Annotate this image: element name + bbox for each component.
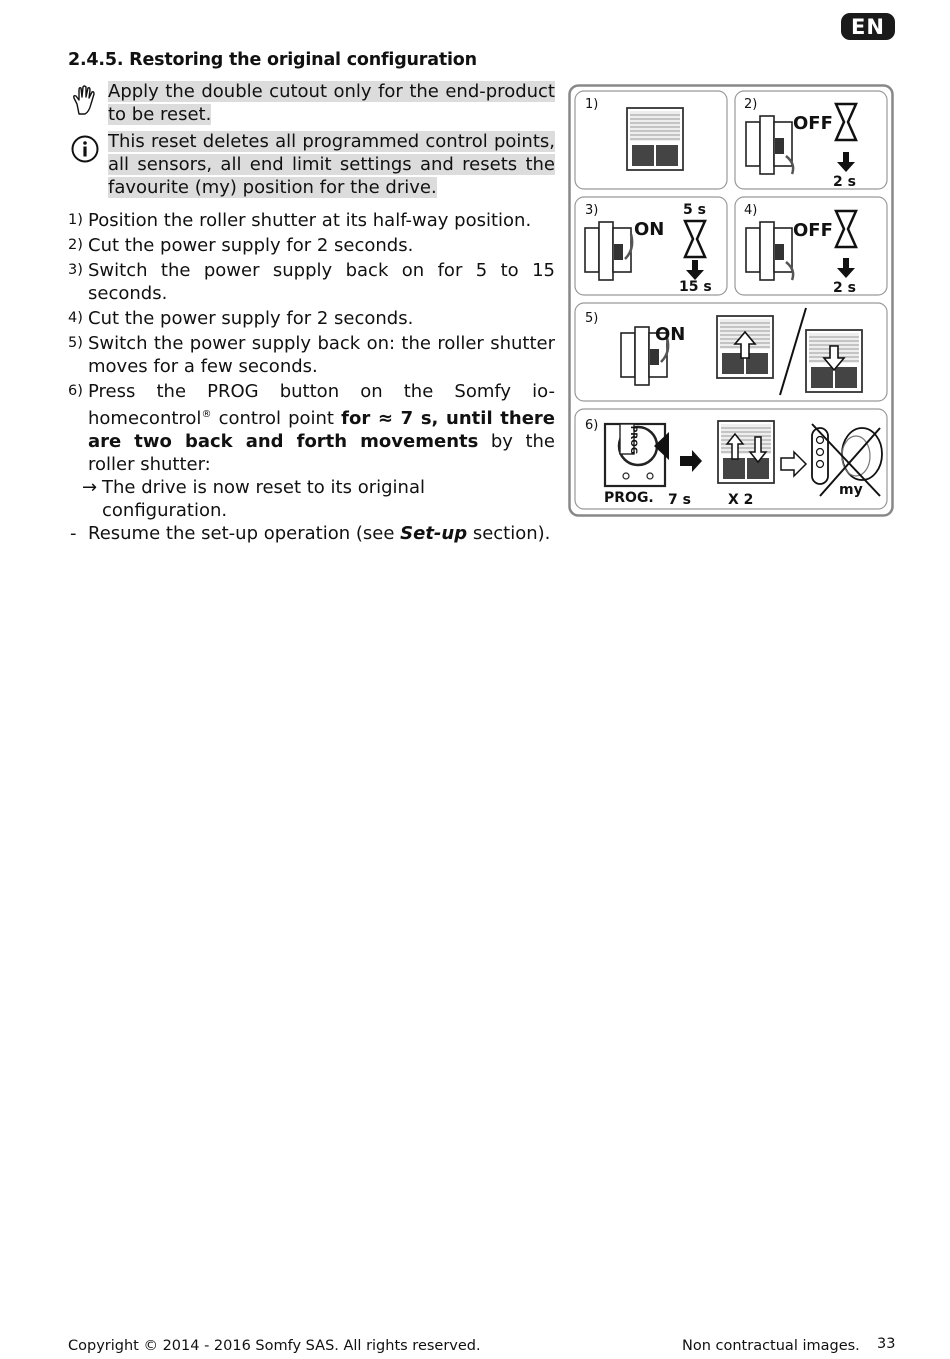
prog-label: PROG.: [604, 490, 654, 506]
repeat-label: X 2: [728, 492, 754, 508]
page-number: 33: [877, 1336, 896, 1352]
result-text: The drive is now reset to its original configuration.: [102, 477, 425, 521]
step-text: Switch the power supply back on for 5 to 15 seconds.: [88, 260, 555, 304]
figure-panel-1: [575, 91, 727, 189]
arrow-right-icon: →: [82, 477, 98, 498]
step-2: [68, 234, 555, 257]
panel-label: 2): [744, 97, 758, 112]
step-text: Position the roller shutter at its half-way position.: [88, 210, 532, 231]
step-text: Cut the power supply for 2 seconds.: [88, 308, 414, 329]
step-number: 1): [68, 212, 83, 228]
figure-panel-3: [575, 197, 727, 295]
step-text: Switch the power supply back on: the roller shutter moves for a few seconds.: [88, 333, 555, 377]
duration-label: 15 s: [679, 279, 712, 295]
step-text: Press the PROG button on the Somfy io-homecontrol: [88, 381, 555, 429]
on-label: ON: [655, 324, 686, 345]
step-3: [68, 259, 555, 305]
step-number: 4): [68, 310, 83, 326]
info-icon: [70, 134, 102, 166]
svg-text:PROG: PROG: [628, 425, 638, 455]
section-title: 2.4.5. Restoring the original configuration: [68, 50, 477, 70]
panel-label: 1): [585, 97, 599, 112]
duration-label: 5 s: [683, 202, 706, 218]
result-line: [68, 476, 555, 522]
circuit-breaker-icon: [585, 222, 631, 280]
resume-text: Resume the set-up operation (see: [88, 523, 401, 544]
panel-label: 4): [744, 203, 758, 218]
duration-label: 7 s: [668, 492, 691, 508]
control-point-prog-icon: [605, 424, 669, 486]
info-text: This reset deletes all programmed control points, all sensors, all end limit settings and resets the favourite (my) position for the drive.: [108, 131, 555, 198]
step-number: 5): [68, 335, 83, 351]
step-number: 3): [68, 262, 83, 278]
registered-mark: ®: [201, 409, 212, 420]
panel-label: 3): [585, 203, 599, 218]
footer-disclaimer: Non contractual images.: [682, 1338, 860, 1354]
reset-procedure-figure: [568, 84, 894, 517]
instruction-column: [68, 80, 555, 545]
step-4: [68, 307, 555, 330]
footer-copyright: Copyright © 2014 - 2016 Somfy SAS. All rights reserved.: [68, 1338, 481, 1354]
figure-panel-6: [575, 409, 887, 509]
figure-panel-5: [575, 303, 887, 401]
warning-text: Apply the double cutout only for the end-product to be reset.: [108, 81, 555, 125]
step-number: 6): [68, 383, 83, 399]
info-note: [68, 130, 555, 199]
circuit-breaker-icon: [746, 116, 792, 174]
step-5: [68, 332, 555, 378]
off-label: OFF: [793, 220, 833, 241]
roller-shutter-half-icon: [627, 108, 683, 170]
setup-link-text: Set-up: [400, 523, 468, 544]
panel-label: 6): [585, 418, 599, 433]
step-1: [68, 209, 555, 232]
step-text-end: by the roller shutter:: [88, 431, 556, 475]
circuit-breaker-icon: [746, 222, 792, 280]
on-label: ON: [634, 219, 665, 240]
dash-bullet: -: [70, 523, 77, 544]
panel-label: 5): [585, 311, 599, 326]
figure-panel-2: [735, 91, 887, 190]
step-number: 2): [68, 237, 83, 253]
shutter-up-icon: [717, 316, 773, 378]
figure-panel-4: [735, 197, 887, 296]
my-label: my: [839, 482, 863, 498]
hand-warning-icon: [70, 84, 102, 116]
resume-text-end: section).: [467, 523, 551, 544]
duration-label: 2 s: [833, 280, 856, 296]
shutter-down-icon: [806, 330, 862, 392]
step-bold-text: for ≈ 7 s, until there are two back and forth movements: [88, 408, 555, 452]
step-6: [68, 380, 555, 476]
step-text: Cut the power supply for 2 seconds.: [88, 235, 414, 256]
duration-label: 2 s: [833, 174, 856, 190]
shutter-updown-icon: [718, 421, 774, 483]
off-label: OFF: [793, 113, 833, 134]
resume-line: [68, 522, 555, 545]
step-text-cont: control point: [211, 408, 342, 429]
language-badge: EN: [841, 13, 895, 40]
warning-note: [68, 80, 555, 126]
